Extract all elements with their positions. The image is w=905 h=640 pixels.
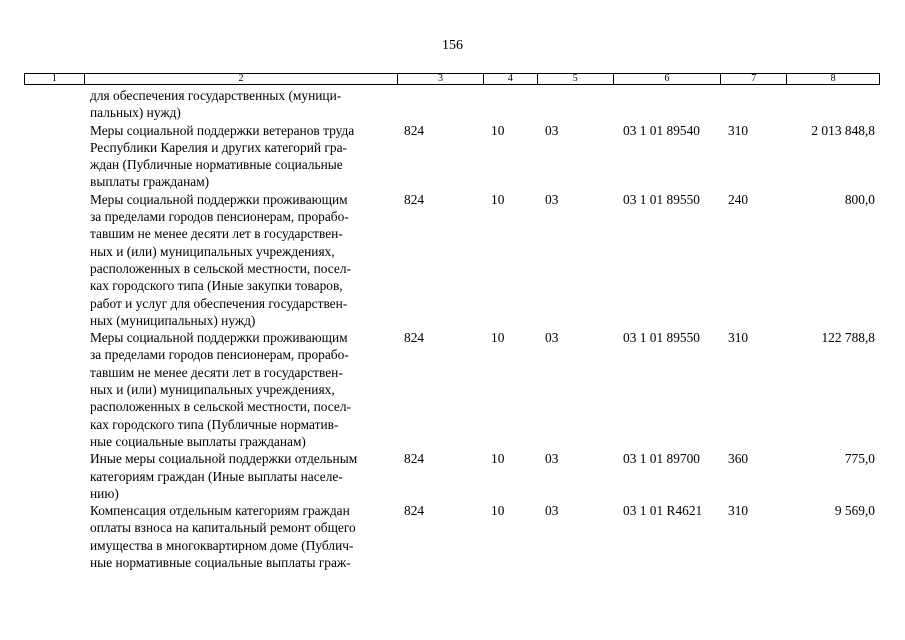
description-line: Республики Карелия и других категорий гра- [90,139,347,155]
expense-type-code-cell: 240 [728,191,749,207]
subsection-code-cell: 03 [545,451,559,467]
expense-type-code-cell: 310 [728,503,749,519]
amount-cell: 122 788,8 [821,330,875,346]
description-line: категориям граждан (Иные выплаты населе- [90,468,343,484]
description-cell [90,502,400,571]
table-row [0,329,905,450]
column-number-6: 6 [614,74,722,84]
description-line: выплаты гражданам) [90,174,210,190]
column-number-1: 1 [25,74,85,84]
description-line: расположенных в сельской местности, посел- [90,399,351,415]
description-cell [90,87,400,122]
description-line: ках городского типа (Иные закупки товаров, [90,278,343,294]
description-line: за пределами городов пенсионерам, прорабо- [90,209,349,225]
column-number-3: 3 [398,74,484,84]
column-number-header [24,73,880,85]
description-line: Иные меры социальной поддержки отдельным [90,451,358,467]
description-cell [90,122,400,191]
description-line: тавшим не менее десяти лет в государствен- [90,226,343,242]
target-article-code-cell: 03 1 01 R4621 [623,503,703,519]
description-line: пальных) нужд) [90,105,181,121]
description-line: за пределами городов пенсионерам, прорабо- [90,347,349,363]
description-line: ждан (Публичные нормативные социальные [90,157,343,173]
description-cell [90,450,400,502]
section-code-cell: 10 [491,451,505,467]
target-article-code-cell: 03 1 01 89550 [623,330,700,346]
description-line: Меры социальной поддержки проживающим [90,330,348,346]
amount-cell: 2 013 848,8 [811,122,875,138]
budget-table-body [0,87,905,571]
column-number-7: 7 [721,74,787,84]
column-number-5: 5 [538,74,614,84]
description-line: Меры социальной поддержки ветеранов труда [90,122,355,138]
table-row [0,191,905,329]
amount-cell: 800,0 [844,191,875,207]
description-line: оплаты взноса на капитальный ремонт общего [90,520,356,536]
description-line: ные нормативные социальные выплаты граж- [90,555,351,571]
admin-code-cell: 824 [404,330,425,346]
description-line: ных (муниципальных) нужд) [90,312,256,328]
target-article-code-cell: 03 1 01 89700 [623,451,700,467]
description-line: ках городского типа (Публичные норматив- [90,416,339,432]
admin-code-cell: 824 [404,451,425,467]
table-row [0,502,905,571]
admin-code-cell: 824 [404,191,425,207]
description-line: Компенсация отдельным категориям граждан [90,503,350,519]
subsection-code-cell: 03 [545,330,559,346]
column-number-4: 4 [484,74,538,84]
table-row [0,122,905,191]
target-article-code-cell: 03 1 01 89540 [623,122,700,138]
column-number-2: 2 [85,74,398,84]
amount-cell: 9 569,0 [834,503,875,519]
description-cell [90,329,400,450]
admin-code-cell: 824 [404,503,425,519]
amount-cell: 775,0 [844,451,875,467]
expense-type-code-cell: 360 [728,451,749,467]
description-line: ных и (или) муниципальных учреждениях, [90,243,335,259]
description-cell [90,191,400,329]
expense-type-code-cell: 310 [728,122,749,138]
description-line: Меры социальной поддержки проживающим [90,191,348,207]
description-line: работ и услуг для обеспечения государствен- [90,295,348,311]
section-code-cell: 10 [491,503,505,519]
description-line: расположенных в сельской местности, посел- [90,260,351,276]
subsection-code-cell: 03 [545,503,559,519]
target-article-code-cell: 03 1 01 89550 [623,191,700,207]
admin-code-cell: 824 [404,122,425,138]
section-code-cell: 10 [491,330,505,346]
description-line: для обеспечения государственных (муници- [90,88,342,103]
description-line: имущества в многоквартирном доме (Публич- [90,537,354,553]
expense-type-code-cell: 310 [728,330,749,346]
section-code-cell: 10 [491,122,505,138]
table-row [0,87,905,122]
section-code-cell: 10 [491,191,505,207]
table-row [0,450,905,502]
subsection-code-cell: 03 [545,191,559,207]
description-line: ных и (или) муниципальных учреждениях, [90,382,335,398]
description-line: ные социальные выплаты гражданам) [90,433,306,449]
column-number-8: 8 [830,73,836,84]
description-line: нию) [90,485,119,501]
page-number: 156 [442,38,463,53]
description-line: тавшим не менее десяти лет в государствен- [90,364,343,380]
subsection-code-cell: 03 [545,122,559,138]
